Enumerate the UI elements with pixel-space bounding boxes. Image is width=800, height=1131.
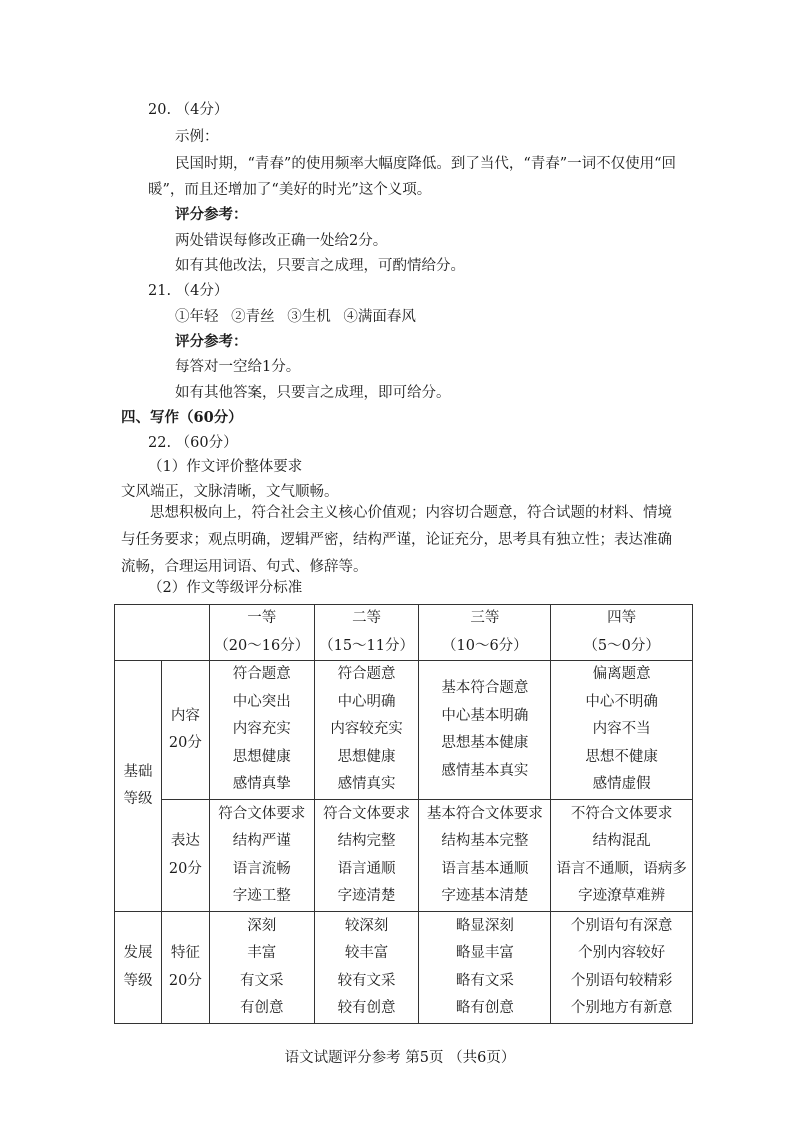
expression-cell: 符合文体要求 结构完整 语言通顺 字迹清楚 (314, 800, 419, 912)
expression-cell: 符合文体要求 结构严谨 语言流畅 字迹工整 (209, 800, 314, 912)
q21-answers: ①年轻 ②青丝 ③生机 ④满面春风 (175, 309, 416, 325)
table-header-row (115, 605, 693, 661)
grade-header: 四等 （5～0分） (551, 605, 693, 661)
expression-cell: 基本符合文体要求 结构基本完整 语言基本通顺 字迹基本清楚 (419, 800, 551, 912)
q22-header: 22. （60分） (148, 435, 238, 451)
q22-style-line: 文风端正，文脉清晰，文气顺畅。 (121, 484, 339, 500)
expression-cell: 不符合文体要求 结构混乱 语言不通顺，语病多 字迹潦草难辨 (551, 800, 693, 912)
q22-sub2: （2）作文等级评分标准 (148, 580, 303, 596)
q20-example-label: 示例： (175, 129, 219, 145)
q22-requirements: 思想积极向上，符合社会主义核心价值观；内容切合题意，符合试题的材料、情境与任务要求；观点明确，逻辑严密，结构严谨，论证充分，思考具有独立性；表达准确流畅，合理运用词语、句式、修辞等。 (121, 505, 672, 575)
table-corner (115, 605, 210, 661)
q21-header: 21. （4分） (148, 283, 229, 299)
section4-title: 四、写作（60分） (121, 409, 243, 426)
content-cell: 符合题意 中心突出 内容充实 思想健康 感情真挚 (209, 661, 314, 800)
content-cell: 偏离题意 中心不明确 内容不当 思想不健康 感情虚假 (551, 661, 693, 800)
q20-ref-line: 两处错误每修改正确一处给2分。 (175, 233, 388, 249)
expression-label: 表达 20分 (161, 800, 209, 912)
development-level-label: 发展 等级 (115, 912, 162, 1024)
q22-sub1: （1）作文评价整体要求 (148, 459, 303, 475)
q20-header: 20. （4分） (148, 102, 229, 118)
q20-ref-line: 如有其他改法，只要言之成理，可酌情给分。 (175, 258, 465, 274)
q21-ref-line: 如有其他答案，只要言之成理，即可给分。 (175, 385, 451, 401)
feature-label: 特征 20分 (161, 912, 209, 1024)
grading-table (114, 604, 693, 1024)
grade-header: 二等 （15～11分） (314, 605, 419, 661)
basic-level-label: 基础 等级 (115, 661, 162, 912)
page-footer: 语文试题评分参考 第5页 （共6页） (284, 1050, 516, 1066)
q20-answer-line2: 暖”，而且还增加了“美好的时光”这个义项。 (148, 182, 432, 198)
feature-cell: 较深刻 较丰富 较有文采 较有创意 (314, 912, 419, 1024)
content-label: 内容 20分 (161, 661, 209, 800)
table-row-feature (115, 912, 693, 1024)
content-cell: 基本符合题意 中心基本明确 思想基本健康 感情基本真实 (419, 661, 551, 800)
grade-header: 三等 （10～6分） (419, 605, 551, 661)
q21-ref-line: 每答对一空给1分。 (175, 359, 301, 375)
table-row-content (115, 661, 693, 800)
q20-ref-label: 评分参考： (175, 206, 248, 223)
table-row-expression (115, 800, 693, 912)
feature-cell: 略显深刻 略显丰富 略有文采 略有创意 (419, 912, 551, 1024)
content-cell: 符合题意 中心明确 内容较充实 思想健康 感情真实 (314, 661, 419, 800)
q20-answer-line1: 民国时期，“青春”的使用频率大幅度降低。到了当代，“青春”一词不仅使用“回 (175, 156, 677, 172)
feature-cell: 深刻 丰富 有文采 有创意 (209, 912, 314, 1024)
grade-header: 一等 （20～16分） (209, 605, 314, 661)
q21-ref-label: 评分参考： (175, 333, 248, 350)
feature-cell: 个别语句有深意 个别内容较好 个别语句较精彩 个别地方有新意 (551, 912, 693, 1024)
